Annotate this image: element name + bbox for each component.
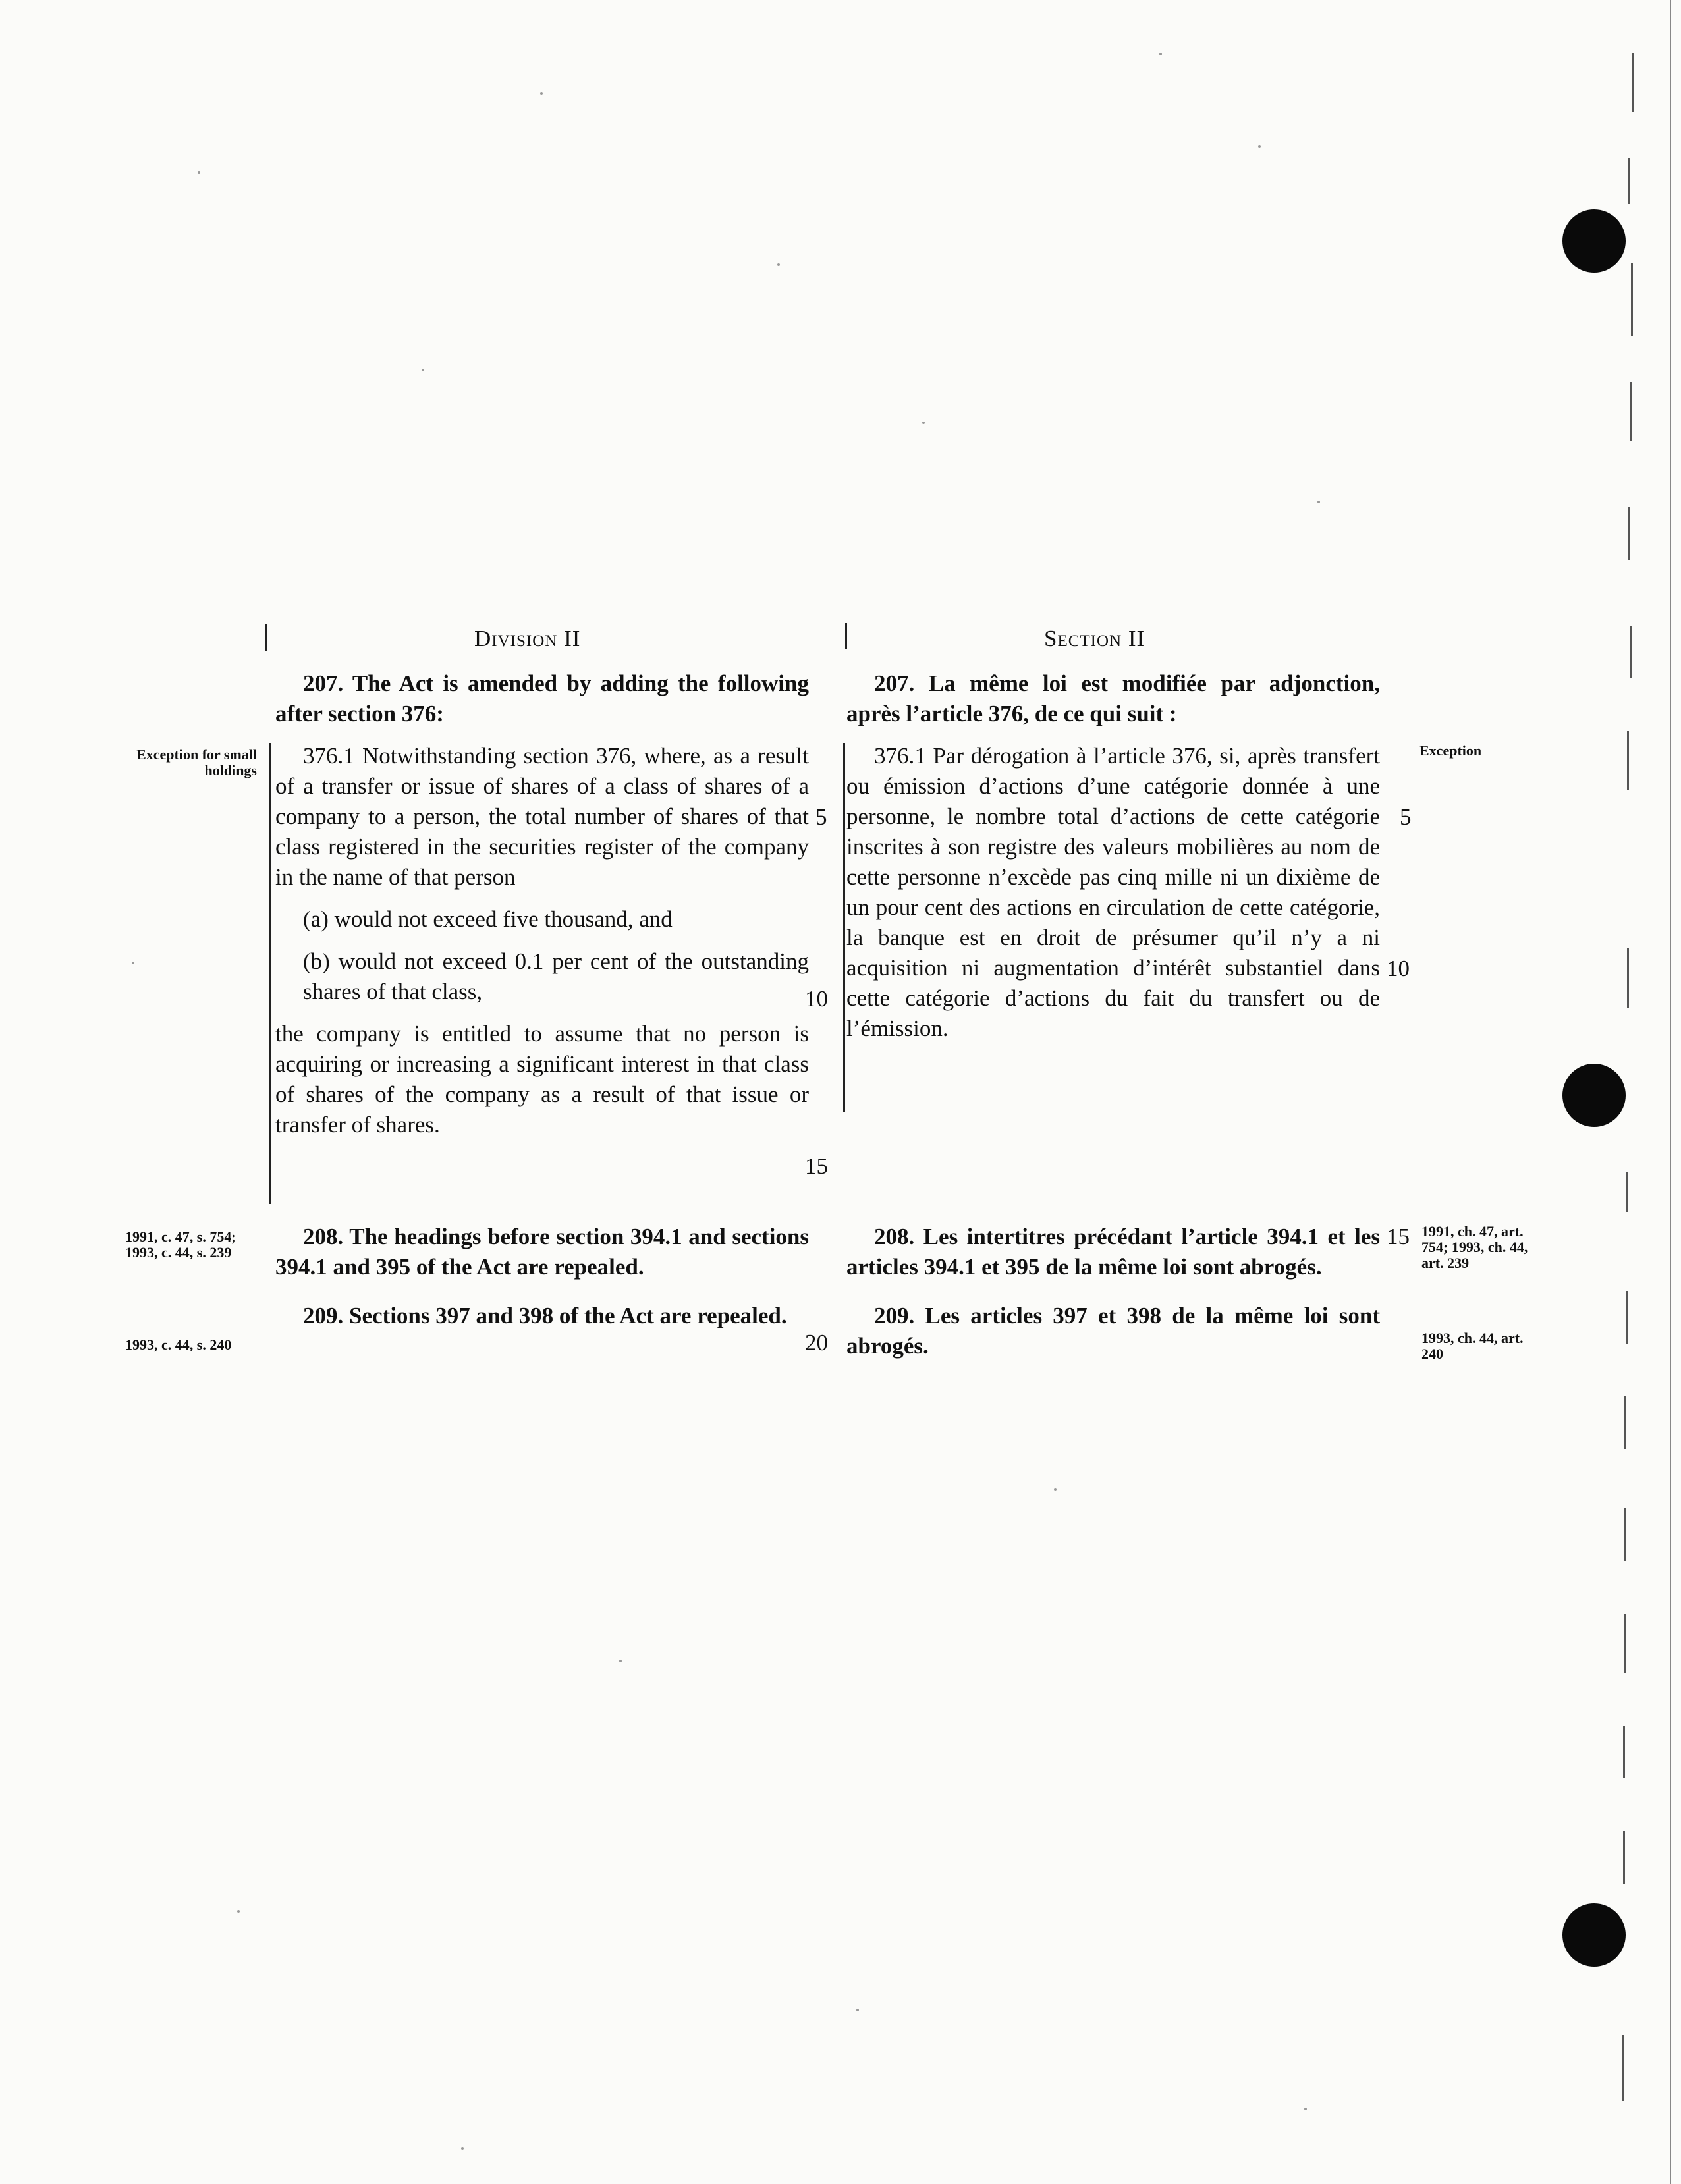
left-column-lower [275,1222,809,1331]
left-s207-intro: 207. The Act is amended by adding the following after section 376: [275,670,809,726]
right-change-bar-s376 [843,743,845,1112]
right-column-lower [846,1222,1380,1361]
edge-mark [1632,53,1634,112]
edge-mark [1624,1614,1626,1673]
left-item-b: (b) would not exceed 0.1 per cent of the outstanding shares of that class, [303,948,809,1004]
scan-speck [198,171,200,174]
edge-mark [1622,2035,1624,2101]
left-marginal-note-s376: Exception for small holdings [136,746,257,778]
left-line-number-15: 15 [805,1153,828,1179]
edge-mark [1628,158,1630,204]
right-s209-text: 209. Les articles 397 et 398 de la même loi sont abrogés. [846,1303,1380,1359]
scan-speck [132,962,134,964]
edge-mark [1630,626,1632,678]
scan-speck [1258,145,1261,148]
punch-hole-bottom [1562,1903,1626,1967]
page-edge-line [1670,0,1671,2184]
punch-hole-middle [1562,1064,1626,1127]
edge-mark [1624,1396,1626,1449]
left-s376-text: 376.1 Notwithstanding section 376, where, as a result of a transfer or issue of shares of a class of shares of a company to a person, the total number of shares of that class registered in the securities register of the company in the name of that person [275,743,809,890]
right-change-bar-heading [845,623,847,649]
right-marginal-note-s376: Exception [1419,742,1482,759]
right-line-number-15: 15 [1387,1224,1410,1249]
left-marginal-note-s209: 1993, c. 44, s. 240 [125,1336,232,1353]
edge-mark [1626,1172,1628,1212]
left-item-a: (a) would not exceed five thousand, and [303,906,673,932]
scan-speck [422,369,424,371]
scan-speck [856,2009,859,2011]
right-section-heading: Section II [1044,626,1145,651]
left-marginal-note-s208: 1991, c. 47, s. 754; 1993, c. 44, s. 239 [125,1228,236,1261]
scan-speck [619,1660,622,1662]
right-s208-text: 208. Les intertitres précédant l’article 394.1 et les articles 394.1 et 395 de la même loi sont abrogés. [846,1224,1380,1280]
edge-mark [1627,948,1629,1008]
right-column [846,669,1380,1044]
right-marginal-note-s208: 1991, ch. 47, art. 754; 1993, ch. 44, art. 239 [1421,1223,1528,1271]
scan-speck [777,263,780,266]
punch-hole-top [1562,209,1626,273]
scan-speck [237,1910,240,1913]
left-line-number-5: 5 [815,804,827,830]
left-s376-closing: the company is entitled to assume that no person is acquiring or increasing a significant interest in that class of shares of the company as a result of that issue or transfer of shares. [275,1021,809,1137]
left-s209-text: 209. Sections 397 and 398 of the Act are repealed. [303,1303,787,1328]
scan-speck [1317,501,1320,503]
left-line-number-20: 20 [805,1330,828,1355]
left-column [275,669,809,1140]
left-change-bar-heading [265,624,267,651]
left-s208-text: 208. The headings before section 394.1 and sections 394.1 and 395 of the Act are repealed. [275,1224,809,1280]
edge-mark [1624,1508,1626,1561]
right-marginal-note-s209: 1993, ch. 44, art. 240 [1421,1330,1524,1362]
left-change-bar-s376 [269,743,271,1204]
scan-speck [1054,1488,1057,1491]
edge-mark [1628,507,1630,560]
edge-mark [1631,263,1633,336]
left-line-number-10: 10 [805,986,828,1012]
scan-speck [1159,53,1162,55]
scan-speck [922,422,925,424]
scan-speck [540,92,543,95]
right-line-number-5: 5 [1400,804,1412,830]
edge-mark [1623,1831,1625,1884]
right-line-number-10: 10 [1387,956,1410,981]
right-s207-intro: 207. La même loi est modifiée par adjonction, après l’article 376, de ce qui suit : [846,670,1380,726]
scan-speck [461,2147,464,2150]
edge-mark [1627,731,1629,790]
right-s376-text: 376.1 Par dérogation à l’article 376, si, après transfert ou émission d’actions d’une catégorie donnée à une personne, le nombre total d’actions de cette catégorie inscrites à son registre des valeurs mobilières au nom de cette personne n’excède pas cinq mille ni un dixième de un pour cent des actions en circulation de cette catégorie, la banque est en droit de présumer qu’il n’y a ni acquisition ni augmentation d’intérêt substantiel dans cette catégorie d’actions du fait du transfert ou de l’émission. [846,743,1380,1041]
left-division-heading: Division II [474,626,581,651]
edge-mark [1626,1291,1628,1344]
edge-mark [1623,1726,1625,1778]
scan-speck [1304,2108,1307,2110]
edge-mark [1630,382,1632,441]
